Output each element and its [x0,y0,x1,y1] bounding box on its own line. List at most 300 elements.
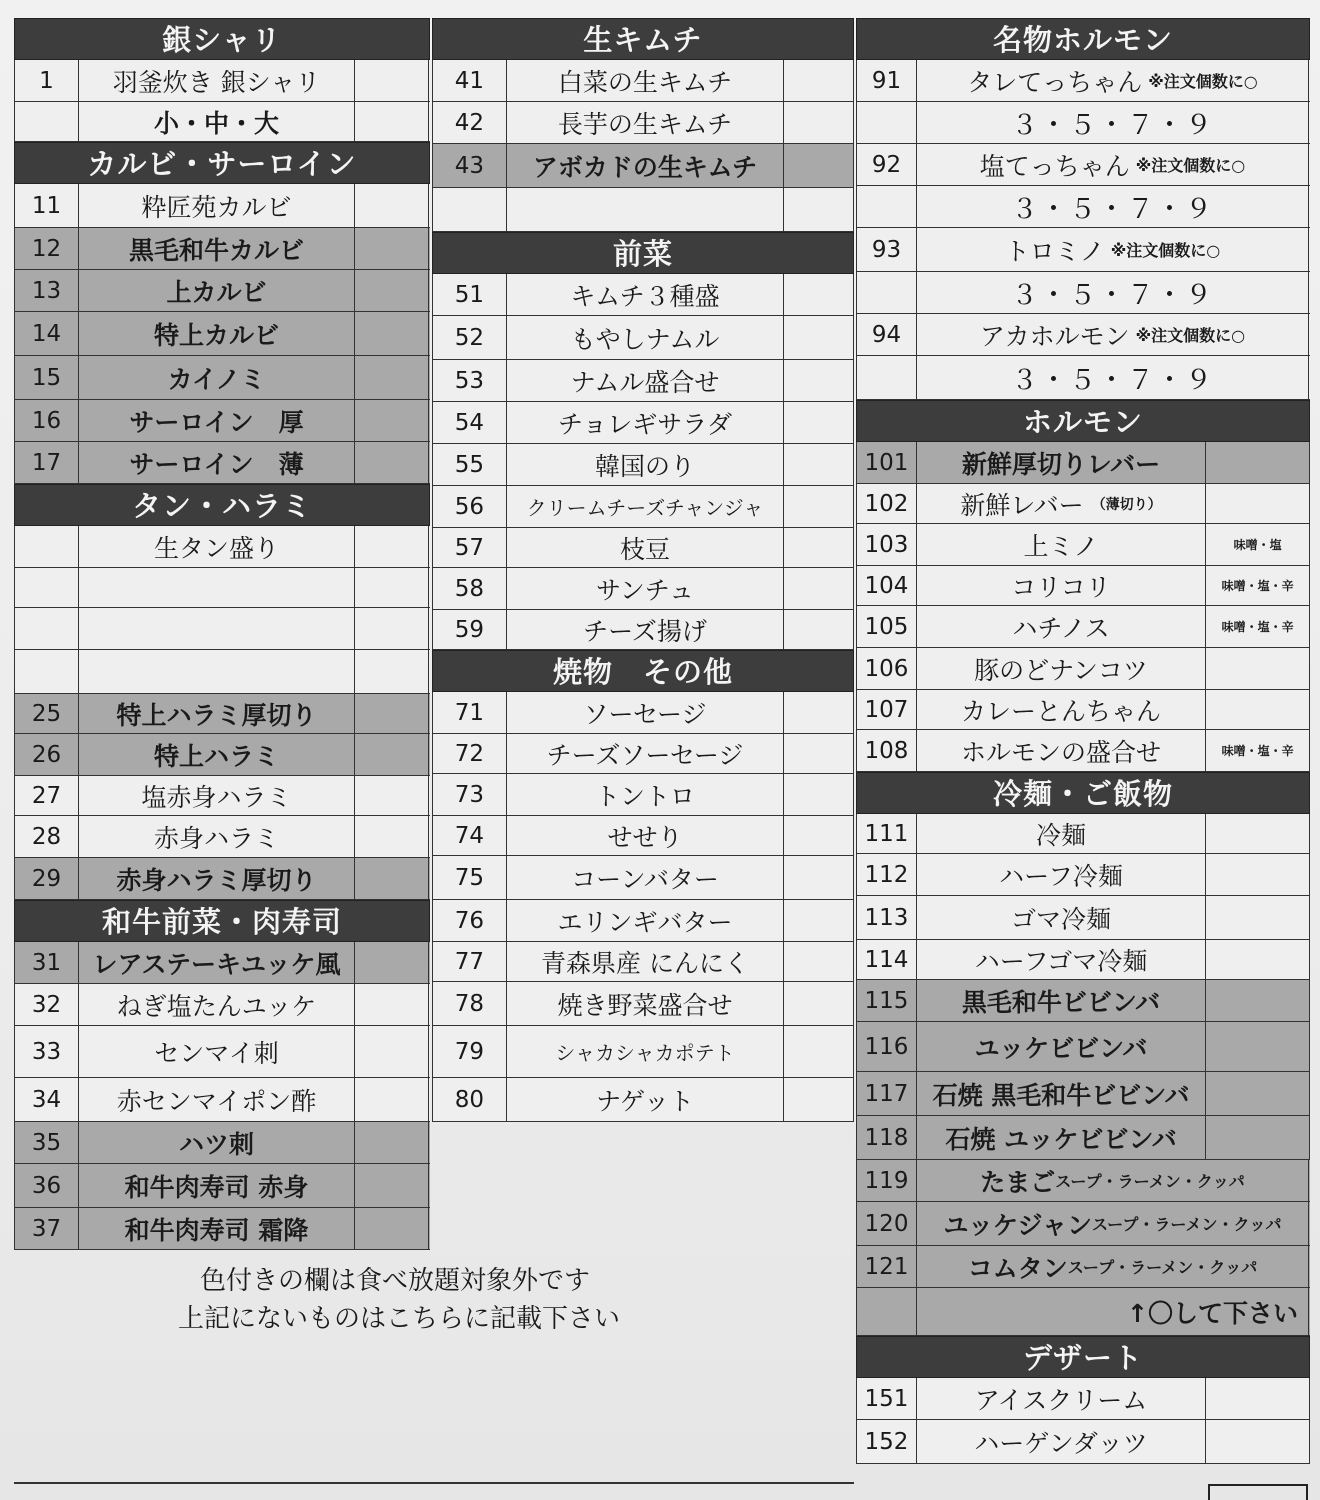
menu-row[interactable] [14,608,430,650]
item-name-cell [79,102,355,141]
item-extra-cell[interactable] [355,1164,429,1207]
menu-row[interactable] [856,606,1310,648]
item-number: 54 [433,402,507,443]
item-name-cell [79,312,355,355]
item-extra-cell[interactable] [355,526,429,567]
item-name-cell [79,694,355,733]
menu-row[interactable] [856,940,1310,980]
menu-row[interactable] [856,524,1310,566]
item-number: 117 [857,1072,917,1115]
item-name-cell [79,1164,355,1207]
item-extra-cell[interactable]: 味噌・塩・辛 [1206,566,1310,605]
item-name: コリコリ [1011,572,1111,602]
menu-row[interactable] [856,314,1310,356]
item-extra-cell[interactable] [1206,1378,1310,1419]
item-number: 104 [857,566,917,605]
item-number: 113 [857,896,917,939]
menu-row[interactable] [432,734,854,774]
item-name: ハーフ冷麺 [999,861,1123,891]
menu-row[interactable] [432,816,854,856]
item-number: 91 [857,60,917,101]
item-extra-cell[interactable] [784,816,854,855]
item-number: 92 [857,144,917,185]
item-number: 151 [857,1378,917,1419]
item-number: 55 [433,444,507,485]
item-name-cell [917,1246,1309,1287]
item-name: 焼き野菜盛合せ [557,990,733,1020]
item-name-cell [917,1288,1309,1335]
item-name-cell [917,60,1309,101]
item-name-cell [917,1160,1309,1201]
menu-row[interactable] [14,942,430,984]
menu-row[interactable] [432,402,854,444]
item-name: ゴマ冷麺 [1011,904,1112,934]
item-extra-cell[interactable] [1206,854,1310,895]
item-number: 106 [857,648,917,689]
menu-row[interactable] [856,1116,1310,1160]
item-name: ナムル盛合せ [570,367,720,397]
item-extra-cell[interactable] [1206,980,1310,1021]
menu-row[interactable] [432,274,854,316]
menu-row[interactable] [856,1160,1310,1202]
item-name-cell [79,858,355,899]
item-extra-cell[interactable] [784,188,854,231]
menu-row[interactable] [856,186,1310,228]
item-name-cell [917,566,1206,605]
menu-row[interactable] [14,400,430,442]
item-extra-cell[interactable] [355,228,429,269]
item-name: 韓国のり [594,451,695,481]
item-name: ナゲット [595,1086,694,1116]
item-extra-cell[interactable]: 味噌・塩・辛 [1206,730,1310,771]
item-number: 56 [433,486,507,527]
item-number [15,102,79,141]
item-name: シャカシャカポテト [555,1041,735,1065]
menu-row[interactable] [14,858,430,900]
item-name-cell [507,1078,784,1121]
item-name: アカホルモン [979,321,1130,351]
menu-row[interactable] [432,610,854,650]
menu-row[interactable] [856,442,1310,484]
item-extra-cell[interactable] [355,1026,429,1077]
item-extra-cell[interactable] [1206,814,1310,853]
item-name-cell [917,484,1206,523]
menu-row[interactable] [14,984,430,1026]
item-extra-cell[interactable] [355,400,429,441]
item-name: 長芋の生キムチ [557,109,733,139]
item-extra-cell[interactable] [784,360,854,401]
item-extra-cell[interactable] [355,608,429,649]
item-name-cell [917,606,1206,647]
item-extra-cell[interactable] [784,856,854,899]
item-number: 43 [433,144,507,187]
item-name-cell [917,1420,1206,1463]
item-name-cell [79,608,355,649]
item-name: センマイ刺 [154,1038,279,1068]
menu-row[interactable] [432,316,854,360]
item-name-cell [79,184,355,227]
item-name-cell [917,980,1206,1021]
menu-row[interactable] [856,102,1310,144]
menu-row[interactable] [14,270,430,312]
item-extra-cell[interactable] [355,816,429,857]
item-extra-cell[interactable] [1206,1116,1310,1159]
item-extra-cell[interactable] [784,402,854,443]
item-name: ３・５・７・９ [1011,280,1214,311]
item-name-cell [917,1116,1206,1159]
item-name-cell [917,524,1206,565]
bottom-box [1208,1484,1308,1500]
item-name: 黒毛和牛カルビ [128,235,304,265]
item-name-cell [79,228,355,269]
item-number: 13 [15,270,79,311]
section-header: 生キムチ [432,18,854,60]
item-name: 特上カルビ [153,320,279,350]
item-number: 27 [15,776,79,815]
item-name: エリンギバター [557,907,733,937]
item-name-cell [917,854,1206,895]
item-number: 16 [15,400,79,441]
menu-row[interactable] [856,1378,1310,1420]
menu-row[interactable] [14,1078,430,1122]
item-number: 58 [433,568,507,609]
item-number: 53 [433,360,507,401]
item-name: ３・５・７・９ [1011,194,1214,225]
section-header: カルビ・サーロイン [14,142,430,184]
section-header: ホルモン [856,400,1310,442]
menu-row[interactable] [856,566,1310,606]
item-note: ※注文個数に○ [1110,241,1221,260]
item-number: 101 [857,442,917,483]
item-number: 75 [433,856,507,899]
item-name-cell [79,270,355,311]
item-name: たまご [980,1167,1056,1197]
item-name-cell [79,984,355,1025]
item-extra-cell[interactable] [1206,1072,1310,1115]
item-extra-cell[interactable] [784,900,854,941]
item-name-cell [79,650,355,693]
item-name-cell [79,356,355,399]
item-extra-cell[interactable] [784,610,854,649]
item-name-cell [507,60,784,101]
item-name-cell [917,186,1309,227]
menu-row[interactable] [432,444,854,486]
menu-row[interactable] [856,648,1310,690]
item-number: 119 [857,1160,917,1201]
item-number: 105 [857,606,917,647]
menu-row[interactable] [856,60,1310,102]
item-number: 26 [15,734,79,775]
menu-row[interactable] [432,900,854,942]
item-number: 115 [857,980,917,1021]
item-number: 102 [857,484,917,523]
item-name: ハチノス [1012,613,1110,643]
item-number: 14 [15,312,79,355]
item-extra-cell[interactable] [355,858,429,899]
item-number: 152 [857,1420,917,1463]
item-name-cell [79,1078,355,1121]
menu-row[interactable] [14,1122,430,1164]
item-name-cell [917,1202,1309,1245]
item-options: スープ・ラーメン・クッパ [1091,1215,1282,1234]
item-extra-cell[interactable] [784,486,854,527]
item-extra-cell[interactable] [784,1078,854,1121]
item-extra-cell[interactable] [784,102,854,143]
item-extra-cell[interactable] [355,102,429,141]
item-extra-cell[interactable] [355,942,429,983]
item-extra-cell[interactable] [355,650,429,693]
section-header: 焼物 その他 [432,650,854,692]
menu-row[interactable] [14,734,430,776]
item-name-cell [507,982,784,1025]
item-extra-cell[interactable] [355,60,429,101]
menu-row[interactable] [432,102,854,144]
item-extra-cell[interactable] [355,442,429,483]
menu-row[interactable] [432,360,854,402]
item-name-cell [507,692,784,733]
item-extra-cell[interactable] [355,184,429,227]
menu-row[interactable] [856,854,1310,896]
item-number: 76 [433,900,507,941]
item-name: 新鮮レバー [960,490,1084,520]
item-extra-cell[interactable] [784,982,854,1025]
section-header: 和牛前菜・肉寿司 [14,900,430,942]
menu-row[interactable] [432,774,854,816]
menu-row[interactable] [856,814,1310,854]
item-name-cell [79,400,355,441]
item-number [857,1288,917,1335]
menu-row[interactable] [14,312,430,356]
menu-row[interactable] [14,356,430,400]
menu-row[interactable] [856,356,1310,400]
item-extra-cell[interactable] [355,734,429,775]
item-extra-cell[interactable] [784,528,854,567]
item-number: 15 [15,356,79,399]
item-name: ３・５・７・９ [1011,365,1214,396]
item-extra-cell[interactable] [1206,1022,1310,1071]
item-extra-cell[interactable] [355,568,429,607]
item-extra-cell[interactable] [784,60,854,101]
menu-row[interactable] [14,1026,430,1078]
item-number: 35 [15,1122,79,1163]
item-number: 29 [15,858,79,899]
item-extra-cell[interactable] [784,692,854,733]
item-name: 特上ハラミ厚切り [116,700,317,730]
menu-row[interactable] [14,526,430,568]
menu-row[interactable] [856,272,1310,314]
item-extra-cell[interactable] [355,356,429,399]
item-name: コムタン [967,1253,1068,1283]
section-header: タン・ハラミ [14,484,430,526]
item-name-cell [917,442,1206,483]
menu-row[interactable] [856,1420,1310,1464]
item-name: サーロイン 薄 [129,449,304,479]
item-extra-cell[interactable] [784,274,854,315]
item-note: （薄切り） [1091,496,1162,513]
item-extra-cell[interactable] [784,942,854,981]
menu-row[interactable] [432,692,854,734]
menu-row[interactable] [14,568,430,608]
item-name-cell [507,610,784,649]
menu-row[interactable] [432,486,854,528]
item-number: 59 [433,610,507,649]
menu-row[interactable] [14,1164,430,1208]
menu-row[interactable] [14,102,430,142]
item-extra-cell[interactable] [1206,1420,1310,1463]
item-extra-cell[interactable] [355,776,429,815]
item-name-cell [79,1208,355,1249]
menu-row[interactable] [432,60,854,102]
menu-row[interactable] [856,144,1310,186]
item-name-cell [79,1026,355,1077]
footer-line-1: 色付きの欄は食べ放題対象外です [200,1266,591,1296]
item-name: 黒毛和牛ビビンバ [961,987,1161,1017]
item-name: ↑〇して下さい [1127,1298,1298,1328]
menu-row[interactable] [14,228,430,270]
item-name-cell [507,734,784,773]
menu-row[interactable] [432,568,854,610]
item-name-cell [507,816,784,855]
menu-row[interactable] [432,1026,854,1078]
item-name-cell [917,102,1309,143]
item-extra-cell[interactable] [1206,896,1310,939]
item-number: 79 [433,1026,507,1077]
menu-row[interactable] [14,442,430,484]
menu-row[interactable] [14,816,430,858]
menu-row[interactable] [856,896,1310,940]
item-number: 71 [433,692,507,733]
item-name: 赤身ハラミ厚切り [116,865,317,895]
section-header: 冷麺・ご飯物 [856,772,1310,814]
item-name: 新鮮厚切りレバー [961,449,1161,479]
item-extra-cell[interactable] [784,568,854,609]
item-number: 103 [857,524,917,565]
item-number: 33 [15,1026,79,1077]
item-extra-cell[interactable] [355,270,429,311]
menu-row[interactable] [856,1288,1310,1336]
item-extra-cell[interactable]: 味噌・塩 [1206,524,1310,565]
item-name: 赤センマイポン酢 [116,1086,317,1116]
menu-row[interactable] [14,694,430,734]
item-number: 77 [433,942,507,981]
item-number: 73 [433,774,507,815]
item-number: 107 [857,690,917,729]
blank-area [432,1124,854,1256]
item-extra-cell[interactable] [355,694,429,733]
item-name-cell [917,356,1309,399]
menu-row[interactable] [856,1072,1310,1116]
menu-row[interactable] [432,528,854,568]
item-number: 17 [15,442,79,483]
item-options: スープ・ラーメン・クッパ [1055,1172,1245,1191]
menu-row[interactable] [856,690,1310,730]
item-number: 34 [15,1078,79,1121]
menu-row[interactable] [432,188,854,232]
item-name-cell [79,442,355,483]
item-extra-cell[interactable] [1206,484,1310,523]
item-number: 94 [857,314,917,355]
item-extra-cell[interactable] [355,1208,429,1249]
item-extra-cell[interactable] [1206,940,1310,979]
item-extra-cell[interactable] [784,316,854,359]
item-name: サンチュ [595,575,694,605]
menu-row[interactable] [432,144,854,188]
item-number [15,526,79,567]
item-name-cell [507,402,784,443]
item-name-cell [917,228,1309,271]
item-name-cell [917,940,1206,979]
item-extra-cell[interactable] [784,444,854,485]
item-name-cell [79,526,355,567]
menu-row[interactable] [856,1246,1310,1288]
item-name: 小・中・大 [153,108,279,138]
item-name: カレーとんちゃん [961,696,1162,726]
item-name: 上ミノ [1023,531,1099,561]
item-name: ユッケジャン [943,1210,1092,1240]
menu-row[interactable] [856,1022,1310,1072]
item-name-cell [917,730,1206,771]
item-extra-cell[interactable] [1206,648,1310,689]
menu-row[interactable] [14,184,430,228]
item-name: ハーフゴマ冷麺 [974,946,1148,976]
menu-row[interactable] [856,484,1310,524]
item-number [15,608,79,649]
item-name: コーンバター [571,864,719,894]
item-name-cell [507,568,784,609]
item-extra-cell[interactable] [355,984,429,1025]
item-number: 93 [857,228,917,271]
item-extra-cell[interactable]: 味噌・塩・辛 [1206,606,1310,647]
menu-row[interactable] [856,730,1310,772]
menu-row[interactable] [856,980,1310,1022]
menu-row[interactable] [432,1078,854,1122]
item-name: 塩てっちゃん [979,151,1130,181]
item-number: 12 [15,228,79,269]
menu-row[interactable] [14,1208,430,1250]
item-number: 31 [15,942,79,983]
menu-row[interactable] [856,1202,1310,1246]
item-extra-cell[interactable] [784,734,854,773]
menu-row[interactable] [856,228,1310,272]
item-name: ユッケビビンバ [974,1033,1148,1063]
menu-row[interactable] [432,942,854,982]
item-number [433,188,507,231]
item-extra-cell[interactable] [355,312,429,355]
item-extra-cell[interactable] [1206,690,1310,729]
section-header: デザート [856,1336,1310,1378]
item-name-cell [507,528,784,567]
item-extra-cell[interactable] [1206,442,1310,483]
item-extra-cell[interactable] [784,774,854,815]
item-number: 72 [433,734,507,773]
menu-row[interactable] [432,856,854,900]
menu-row[interactable] [14,60,430,102]
item-extra-cell[interactable] [355,1078,429,1121]
item-extra-cell[interactable] [784,144,854,187]
menu-row[interactable] [432,982,854,1026]
item-extra-cell[interactable] [784,1026,854,1077]
section-header: 前菜 [432,232,854,274]
item-number: 11 [15,184,79,227]
item-extra-cell[interactable] [355,1122,429,1163]
item-name: アイスクリーム [974,1385,1148,1415]
menu-row[interactable] [14,776,430,816]
item-name-cell [79,60,355,101]
item-name: レアステーキユッケ風 [92,949,341,979]
item-name-cell [507,316,784,359]
menu-row[interactable] [14,650,430,694]
item-name: 和牛肉寿司 霜降 [124,1215,309,1245]
